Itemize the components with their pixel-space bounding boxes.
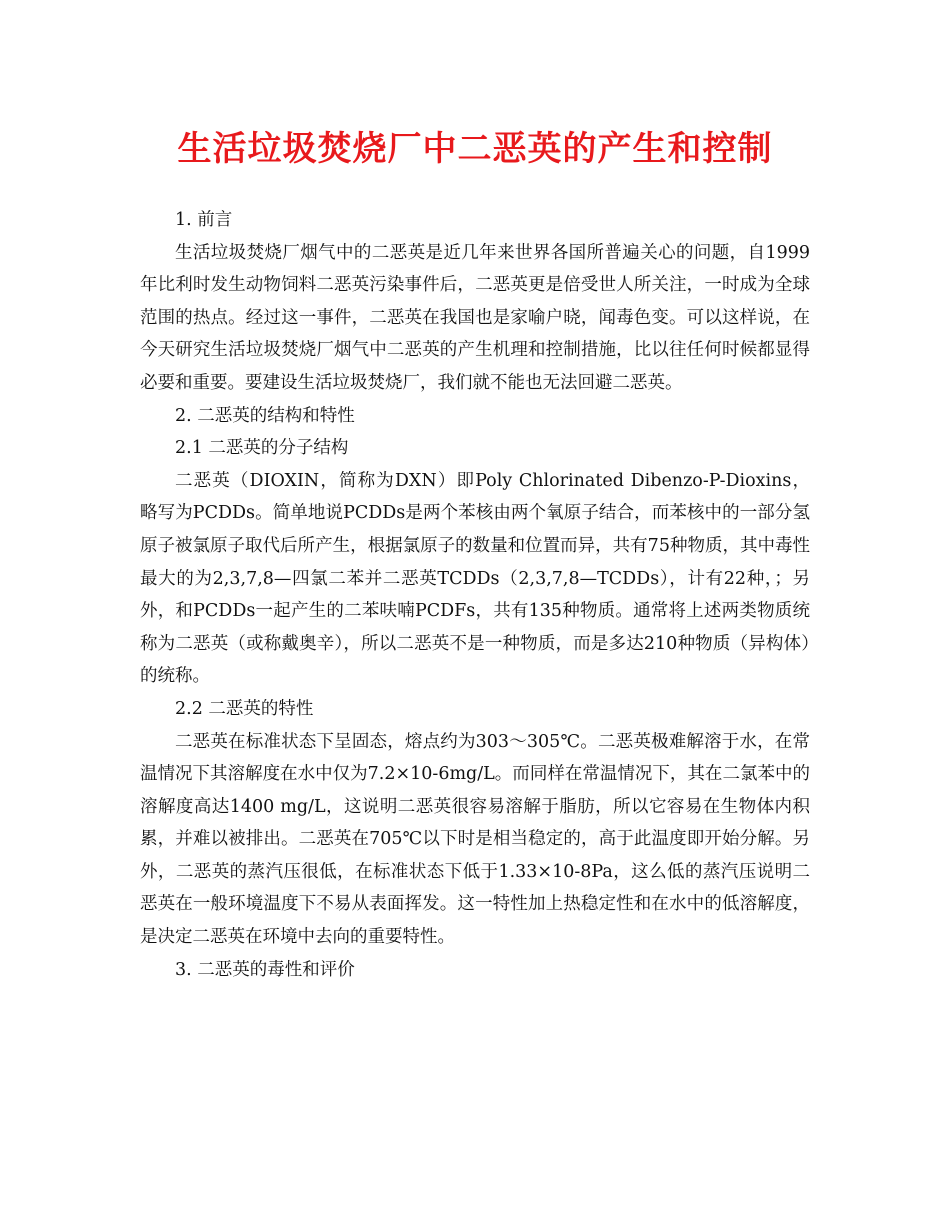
paragraph-properties: 二恶英在标准状态下呈固态，熔点约为303～305℃。二恶英极难解溶于水，在常温情况下其溶解度在水中仅为7.2×10-6mg/L。而同样在常温情况下，其在二氯苯中的溶解度高达1400 mg/L，这说明二恶英很容易溶解于脂肪，所以它容易在生物体内积累，并难以被排出。二恶英在705℃以下时是相当稳定的，高于此温度即开始分解。另外，二恶英的蒸汽压很低，在标准状态下低于1.33×10-8Pa，这么低的蒸汽压说明二恶英在一般环境温度下不易从表面挥发。这一特性加上热稳定性和在水中的低溶解度，是决定二恶英在环境中去向的重要特性。 bbox=[140, 731, 810, 948]
paragraph-molecular-structure: 二恶英（DIOXIN，简称为DXN）即Poly Chlorinated Dibenzo-P-Dioxins，略写为PCDDs。简单地说PCDDs是两个苯核由两个氧原子结合，而苯核中的一部分氢原子被氯原子取代后所产生，根据氯原子的数量和位置而异，共有75种物质，其中毒性最大的为2,3,7,8—四氯二苯并二恶英TCDDs（2,3,7,8—TCDDs），计有22种，；另外，和PCDDs一起产生的二苯呋喃PCDFs，共有135种物质。通常将上述两类物质统称为二恶英（或称戴奥辛），所以二恶英不是一种物质，而是多达210种物质（异构体）的统称。 bbox=[140, 470, 810, 687]
paragraph-intro: 生活垃圾焚烧厂烟气中的二恶英是近几年来世界各国所普遍关心的问题，自1999年比利时发生动物饲料二恶英污染事件后，二恶英更是倍受世人所关注，一时成为全球范围的热点。经过这一事件，二恶英在我国也是家喻户晓，闻毒色变。可以这样说，在今天研究生活垃圾焚烧厂烟气中二恶英的产生机理和控制措施，比以往任何时候都显得必要和重要。要建设生活垃圾焚烧厂，我们就不能也无法回避二恶英。 bbox=[140, 242, 810, 393]
document-body bbox=[140, 204, 810, 986]
document-title: 生活垃圾焚烧厂中二恶英的产生和控制 bbox=[177, 129, 773, 169]
subsection-heading-molecular-structure: 2.1 二恶英的分子结构 bbox=[175, 438, 349, 459]
section-heading-toxicity: 3. 二恶英的毒性和评价 bbox=[175, 959, 355, 980]
section-heading-structure: 2. 二恶英的结构和特性 bbox=[175, 405, 355, 426]
subsection-heading-properties: 2.2 二恶英的特性 bbox=[175, 698, 314, 719]
section-heading-intro: 1. 前言 bbox=[175, 210, 233, 230]
